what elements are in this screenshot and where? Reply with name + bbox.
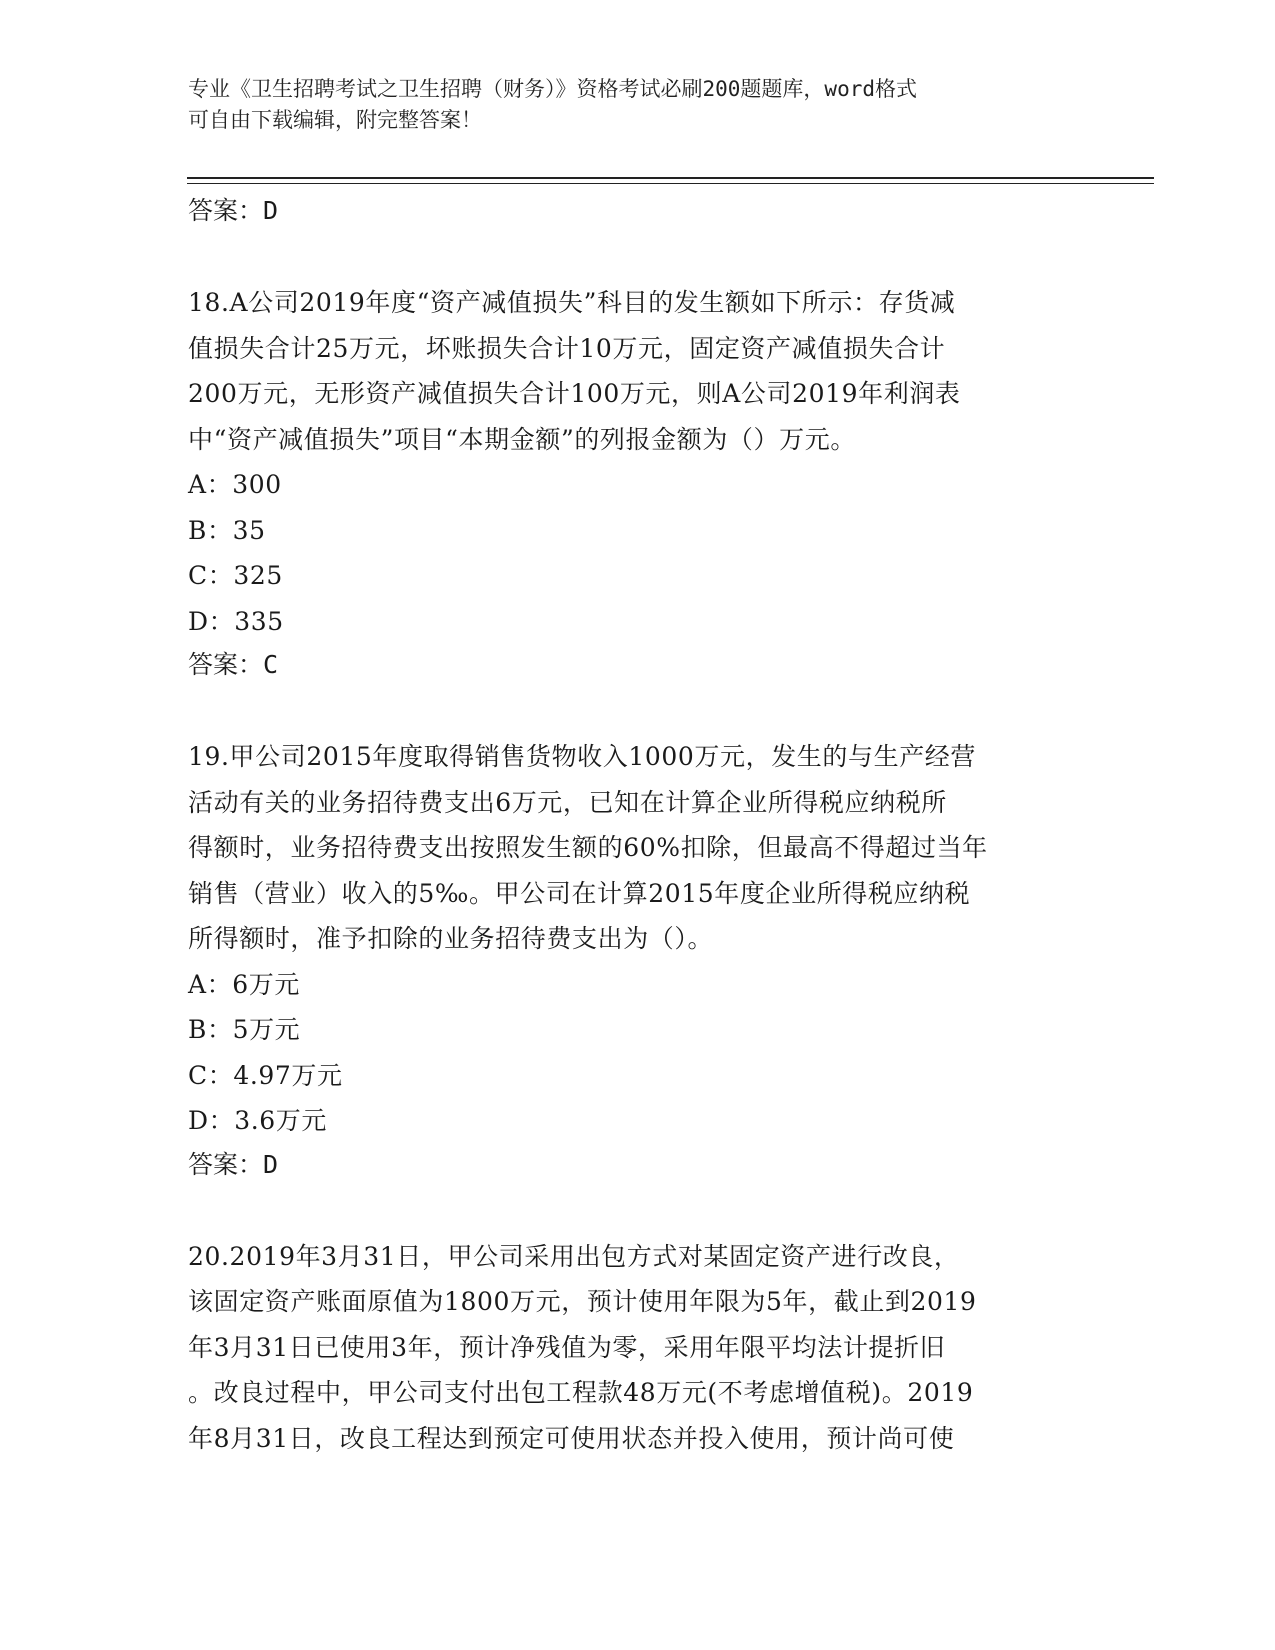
question-stem-line: 年8月31日，改良工程达到预定可使用状态并投入使用，预计尚可使	[188, 1423, 955, 1453]
previous-answer: 答案：D	[188, 196, 279, 225]
header-rule-thick	[187, 177, 1154, 179]
option-c: C：325	[188, 561, 283, 590]
question-18	[188, 280, 1088, 686]
question-stem-line: 销售（营业）收入的5‰。甲公司在计算2015年度企业所得税应纳税	[188, 878, 971, 908]
option-d: D：335	[188, 606, 284, 636]
spacer	[188, 232, 1088, 280]
option-c: C：4.97万元	[188, 1060, 343, 1090]
option-d: D：3.6万元	[188, 1106, 328, 1135]
question-stem-line: 所得额时，准予扣除的业务招待费支出为（）。	[188, 924, 714, 953]
question-stem-line: 200万元，无形资产减值损失合计100万元，则A公司2019年利润表	[188, 379, 961, 408]
page-header	[188, 74, 1068, 136]
header-line-1: 专业《卫生招聘考试之卫生招聘（财务）》资格考试必刷200题题库，word格式	[188, 77, 917, 101]
question-stem-line: 19.甲公司2015年度取得销售货物收入1000万元，发生的与生产经营	[188, 742, 977, 771]
question-answer: 答案：C	[188, 650, 279, 679]
question-stem-line: 得额时，业务招待费支出按照发生额的60%扣除，但最高不得超过当年	[188, 833, 988, 862]
header-rule-thin	[187, 183, 1154, 184]
spacer	[188, 1186, 1088, 1234]
question-stem-line: 20.2019年3月31日，甲公司采用出包方式对某固定资产进行改良，	[188, 1241, 960, 1271]
document-body	[188, 190, 1088, 1461]
option-b: B：5万元	[188, 1015, 301, 1044]
question-stem-line: 值损失合计25万元，坏账损失合计10万元，固定资产减值损失合计	[188, 333, 946, 363]
question-stem-line: 年3月31日已使用3年，预计净残值为零，采用年限平均法计提折旧	[188, 1332, 946, 1362]
spacer	[188, 686, 1088, 734]
question-stem-line: 18.A公司2019年度“资产减值损失”科目的发生额如下所示：存货减	[188, 288, 956, 317]
question-20	[188, 1234, 1088, 1462]
option-a: A：300	[188, 470, 282, 499]
question-stem-line: 活动有关的业务招待费支出6万元，已知在计算企业所得税应纳税所	[188, 787, 947, 817]
question-stem-line: 该固定资产账面原值为1800万元，预计使用年限为5年，截止到2019	[188, 1287, 977, 1316]
question-19	[188, 734, 1088, 1186]
question-answer: 答案：D	[188, 1149, 279, 1179]
option-a: A：6万元	[188, 969, 300, 999]
question-stem-line: 。改良过程中，甲公司支付出包工程款48万元(不考虑增值税)。2019	[188, 1378, 974, 1407]
question-stem-line: 中“资产减值损失”项目“本期金额”的列报金额为（）万元。	[188, 424, 856, 454]
header-line-2: 可自由下载编辑，附完整答案！	[188, 108, 482, 132]
option-b: B：35	[188, 515, 266, 545]
